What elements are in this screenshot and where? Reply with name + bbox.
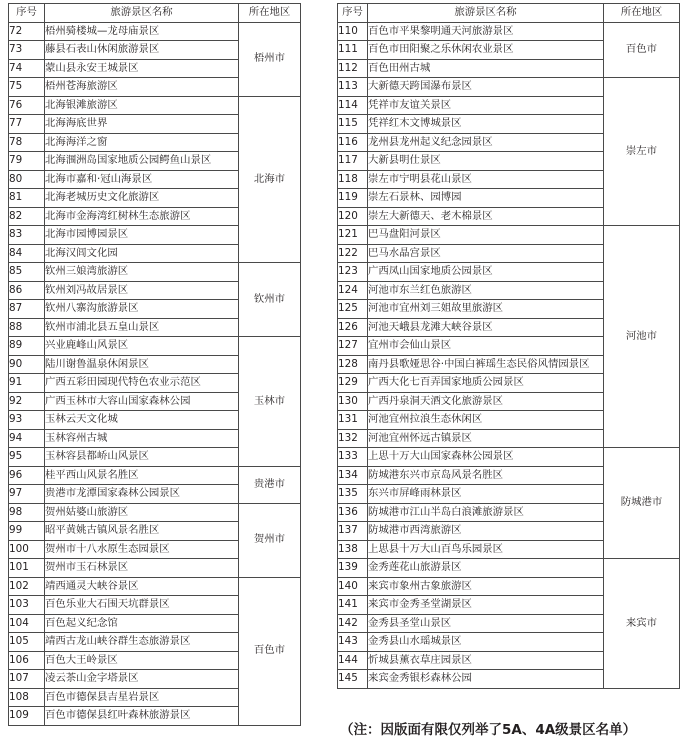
row-number: 102 [9,577,45,596]
row-number: 80 [9,170,45,189]
spot-name: 广西玉林市大容山国家森林公园 [45,392,239,411]
row-number: 85 [9,263,45,282]
row-number: 127 [338,337,368,356]
spot-name: 梧州骑楼城—龙母庙景区 [45,22,239,41]
spot-name: 玉林云天文化城 [45,411,239,430]
row-number: 92 [9,392,45,411]
row-number: 82 [9,207,45,226]
spot-name: 防城港市西湾旅游区 [368,522,604,541]
row-number: 94 [9,429,45,448]
header-spot-name: 旅游景区名称 [45,4,239,23]
spot-name: 河池市东兰红色旅游区 [368,281,604,300]
scenic-spots-table-right [337,3,680,689]
spot-name: 河池宜州怀远古镇景区 [368,429,604,448]
spot-name: 大新县明仕景区 [368,152,604,171]
region-cell: 来宾市 [604,559,680,689]
row-number: 108 [9,688,45,707]
spot-name: 百色市田阳聚之乐休闲农业景区 [368,41,604,60]
row-number: 111 [338,41,368,60]
row-number: 112 [338,59,368,78]
table-header-row [9,4,301,23]
table-row [9,577,301,596]
spot-name: 上思县十万大山百鸟乐园景区 [368,540,604,559]
row-number: 101 [9,559,45,578]
row-number: 74 [9,59,45,78]
row-number: 121 [338,226,368,245]
spot-name: 防城港东兴市京岛风景名胜区 [368,466,604,485]
spot-name: 玉林容县都峤山风景区 [45,448,239,467]
row-number: 119 [338,189,368,208]
spot-name: 北海海底世界 [45,115,239,134]
row-number: 143 [338,633,368,652]
table-row [338,78,680,97]
spot-name: 河池市宜州刘三姐故里旅游区 [368,300,604,319]
header-spot-name: 旅游景区名称 [368,4,604,23]
row-number: 145 [338,670,368,689]
row-number: 125 [338,300,368,319]
spot-name: 北海老城历史文化旅游区 [45,189,239,208]
spot-name: 百色市平果黎明通天河旅游景区 [368,22,604,41]
scenic-spots-table-left [8,3,301,726]
spot-name: 藤县石表山休闲旅游景区 [45,41,239,60]
row-number: 126 [338,318,368,337]
row-number: 88 [9,318,45,337]
region-cell: 北海市 [239,96,301,263]
row-number: 122 [338,244,368,263]
row-number: 144 [338,651,368,670]
row-number: 135 [338,485,368,504]
spot-name: 百色市德保县红叶森林旅游景区 [45,707,239,726]
spot-name: 南丹县歌娅思谷·中国白裤瑶生态民俗风情园景区 [368,355,604,374]
row-number: 105 [9,633,45,652]
table-row [338,559,680,578]
row-number: 117 [338,152,368,171]
region-cell: 贵港市 [239,466,301,503]
spot-name: 金秀县山水瑶城景区 [368,633,604,652]
spot-name: 防城港市江山半岛白浪滩旅游景区 [368,503,604,522]
spot-name: 北海银滩旅游区 [45,96,239,115]
spot-name: 广西丹泉洞天酒文化旅游景区 [368,392,604,411]
spot-name: 河池宜州拉浪生态休闲区 [368,411,604,430]
table-row [338,448,680,467]
row-number: 79 [9,152,45,171]
row-number: 104 [9,614,45,633]
spot-name: 北海市园博园景区 [45,226,239,245]
row-number: 141 [338,596,368,615]
row-number: 142 [338,614,368,633]
spot-name: 崇左大新德天、老木棉景区 [368,207,604,226]
region-cell: 河池市 [604,226,680,448]
spot-name: 贺州市玉石林景区 [45,559,239,578]
spot-name: 东兴市屏峰雨林景区 [368,485,604,504]
spot-name: 北海汉闾文化园 [45,244,239,263]
row-number: 109 [9,707,45,726]
spot-name: 昭平黄姚古镇风景名胜区 [45,522,239,541]
region-cell: 贺州市 [239,503,301,577]
header-region: 所在地区 [604,4,680,23]
row-number: 75 [9,78,45,97]
row-number: 98 [9,503,45,522]
spot-name: 龙州县龙州起义纪念园景区 [368,133,604,152]
row-number: 107 [9,670,45,689]
spot-name: 北海市金海湾红树林生态旅游区 [45,207,239,226]
row-number: 137 [338,522,368,541]
row-number: 84 [9,244,45,263]
spot-name: 北海涠洲岛国家地质公园鳄鱼山景区 [45,152,239,171]
row-number: 124 [338,281,368,300]
spot-name: 广西凤山国家地质公园景区 [368,263,604,282]
row-number: 114 [338,96,368,115]
spot-name: 来宾市金秀圣堂湖景区 [368,596,604,615]
spot-name: 金秀县圣堂山景区 [368,614,604,633]
row-number: 95 [9,448,45,467]
table-row [9,503,301,522]
region-cell: 玉林市 [239,337,301,467]
region-cell: 防城港市 [604,448,680,559]
spot-name: 百色市德保县吉星岩景区 [45,688,239,707]
spot-name: 钦州三娘湾旅游区 [45,263,239,282]
spot-name: 崇左市宁明县花山景区 [368,170,604,189]
spot-name: 忻城县薰衣草庄园景区 [368,651,604,670]
spot-name: 上思十万大山国家森林公园景区 [368,448,604,467]
spot-name: 钦州八寨沟旅游景区 [45,300,239,319]
spot-name: 北海市嘉和·冠山海景区 [45,170,239,189]
row-number: 72 [9,22,45,41]
spot-name: 广西大化七百弄国家地质公园景区 [368,374,604,393]
region-cell: 百色市 [239,577,301,725]
spot-name: 大新德天跨国瀑布景区 [368,78,604,97]
row-number: 130 [338,392,368,411]
row-number: 81 [9,189,45,208]
table-row [9,466,301,485]
spot-name: 百色田州古城 [368,59,604,78]
row-number: 134 [338,466,368,485]
table-row [338,22,680,41]
row-number: 123 [338,263,368,282]
row-number: 139 [338,559,368,578]
spot-name: 崇左石景林、园博园 [368,189,604,208]
spot-name: 金秀莲花山旅游景区 [368,559,604,578]
spot-name: 来宾市象州古象旅游区 [368,577,604,596]
spot-name: 钦州刘冯故居景区 [45,281,239,300]
header-number: 序号 [9,4,45,23]
row-number: 106 [9,651,45,670]
region-cell: 百色市 [604,22,680,78]
row-number: 129 [338,374,368,393]
row-number: 115 [338,115,368,134]
row-number: 132 [338,429,368,448]
row-number: 138 [338,540,368,559]
row-number: 100 [9,540,45,559]
row-number: 76 [9,96,45,115]
spot-name: 河池天峨县龙滩大峡谷景区 [368,318,604,337]
row-number: 83 [9,226,45,245]
row-number: 116 [338,133,368,152]
spot-name: 玉林容州古城 [45,429,239,448]
spot-name: 兴业鹿峰山风景区 [45,337,239,356]
spot-name: 百色乐业大石围天坑群景区 [45,596,239,615]
row-number: 89 [9,337,45,356]
row-number: 131 [338,411,368,430]
table-row [9,96,301,115]
spot-name: 靖西通灵大峡谷景区 [45,577,239,596]
spot-name: 靖西古龙山峡谷群生态旅游景区 [45,633,239,652]
header-region: 所在地区 [239,4,301,23]
row-number: 93 [9,411,45,430]
spot-name: 贵港市龙潭国家森林公园景区 [45,485,239,504]
row-number: 110 [338,22,368,41]
spot-name: 桂平西山风景名胜区 [45,466,239,485]
table-row [9,263,301,282]
region-cell: 钦州市 [239,263,301,337]
spot-name: 百色大王岭景区 [45,651,239,670]
row-number: 73 [9,41,45,60]
region-cell: 崇左市 [604,78,680,226]
spot-name: 来宾金秀银杉森林公园 [368,670,604,689]
spot-name: 蒙山县永安王城景区 [45,59,239,78]
row-number: 113 [338,78,368,97]
row-number: 78 [9,133,45,152]
region-cell: 梧州市 [239,22,301,96]
footnote: （注：因版面有限仅列举了5A、4A级景区名单） [340,722,637,738]
spot-name: 陆川谢鲁温泉休闲景区 [45,355,239,374]
spot-name: 宜州市会仙山景区 [368,337,604,356]
spot-name: 贺州市十八水原生态园景区 [45,540,239,559]
row-number: 87 [9,300,45,319]
table-row [9,337,301,356]
row-number: 133 [338,448,368,467]
row-number: 97 [9,485,45,504]
spot-name: 凭祥红木文博城景区 [368,115,604,134]
row-number: 120 [338,207,368,226]
spot-name: 北海海洋之窗 [45,133,239,152]
table-row [9,22,301,41]
row-number: 90 [9,355,45,374]
row-number: 128 [338,355,368,374]
header-number: 序号 [338,4,368,23]
spot-name: 广西五彩田园现代特色农业示范区 [45,374,239,393]
row-number: 140 [338,577,368,596]
spot-name: 巴马水晶宫景区 [368,244,604,263]
row-number: 136 [338,503,368,522]
spot-name: 凭祥市友谊关景区 [368,96,604,115]
spot-name: 百色起义纪念馆 [45,614,239,633]
row-number: 118 [338,170,368,189]
spot-name: 凌云茶山金字塔景区 [45,670,239,689]
table-row [338,226,680,245]
row-number: 99 [9,522,45,541]
row-number: 86 [9,281,45,300]
row-number: 96 [9,466,45,485]
spot-name: 巴马盘阳河景区 [368,226,604,245]
row-number: 103 [9,596,45,615]
row-number: 91 [9,374,45,393]
row-number: 77 [9,115,45,134]
spot-name: 贺州姑婆山旅游区 [45,503,239,522]
table-header-row [338,4,680,23]
spot-name: 梧州苍海旅游区 [45,78,239,97]
spot-name: 钦州市浦北县五皇山景区 [45,318,239,337]
